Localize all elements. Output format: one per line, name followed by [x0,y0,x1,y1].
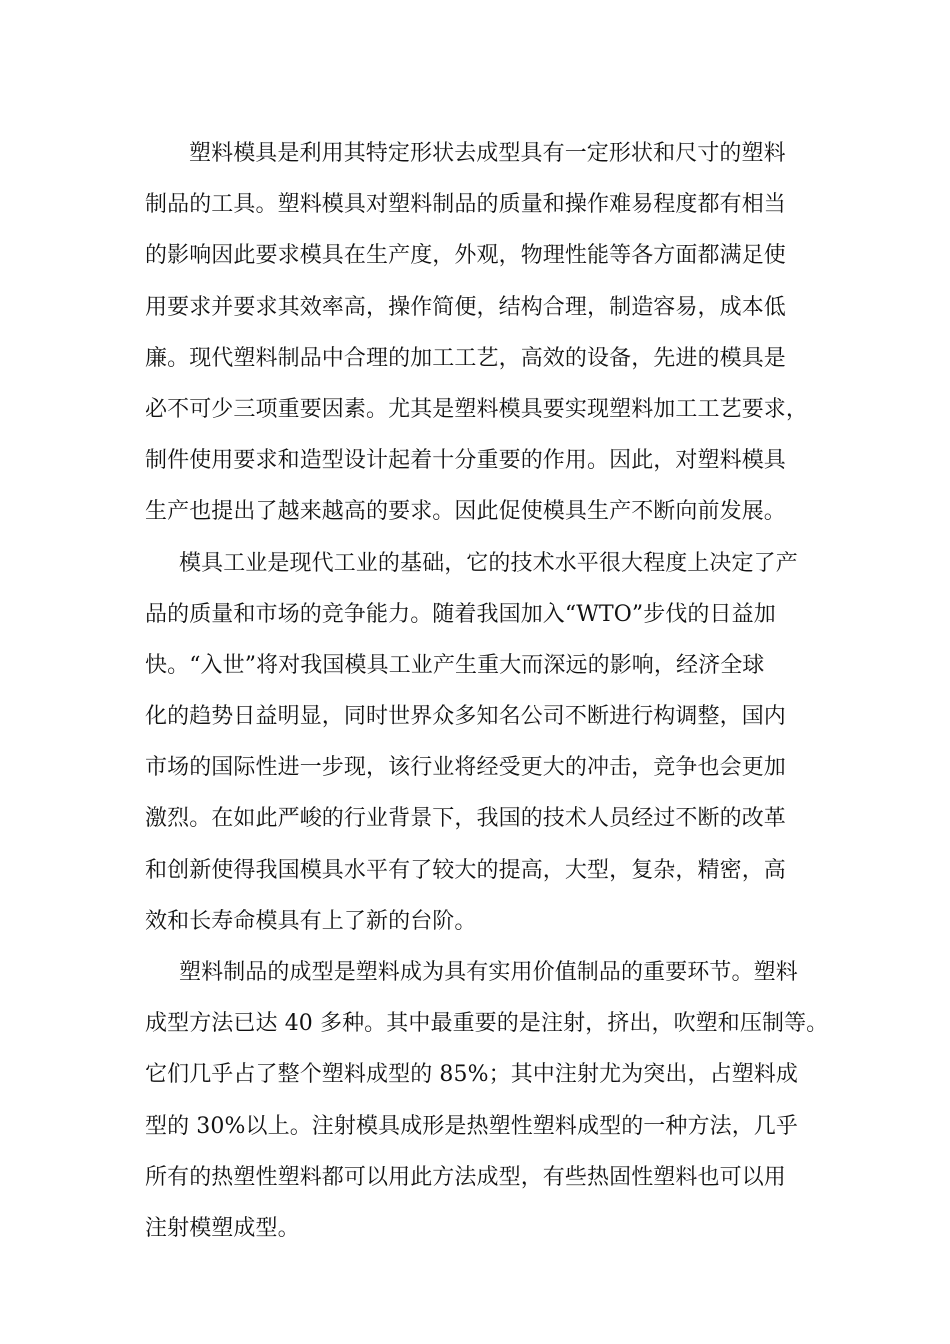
text-line: 必不可少三项重要因素。尤其是塑料模具要实现塑料加工工艺要求， [145,396,809,422]
text-line: 塑料制品的成型是塑料成为具有实用价值制品的重要环节。塑料 [179,960,798,985]
text-line: 所有的热塑性塑料都可以用此方法成型，有些热固性塑料也可以用 [145,1164,786,1190]
text-line: 的影响因此要求模具在生产度，外观，物理性能等各方面都满足使 [145,243,786,269]
body-text [145,128,829,1254]
text-line: 制品的工具。塑料模具对塑料制品的质量和操作难易程度都有相当 [145,192,786,218]
text-line: 注射模塑成型。 [145,1215,300,1241]
text-line: 模具工业是现代工业的基础，它的技术水平很大程度上决定了产 [179,550,798,576]
paragraph-3 [145,947,829,1254]
text-line: 和创新使得我国模具水平有了较大的提高，大型，复杂，精密，高 [145,857,786,883]
text-line: 成型方法已达 40 多种。其中最重要的是注射，挤出，吹塑和压制等。 [145,1011,829,1037]
text-line: 它们几乎占了整个塑料成型的 85%；其中注射尤为突出，占塑料成 [145,1062,798,1088]
paragraph-1 [145,128,825,538]
text-line: 化的趋势日益明显，同时世界众多知名公司不断进行构调整，国内 [145,704,786,730]
text-line: 市场的国际性进一步现，该行业将经受更大的冲击，竞争也会更加 [145,755,786,781]
text-line: 廉。现代塑料制品中合理的加工工艺，高效的设备，先进的模具是 [145,345,786,371]
text-line: 生产也提出了越来越高的要求。因此促使模具生产不断向前发展。 [145,499,786,525]
text-line: 激烈。在如此严峻的行业背景下，我国的技术人员经过不断的改革 [145,806,786,832]
paragraph-2 [145,538,825,948]
text-line: 快。“入世”将对我国模具工业产生重大而深远的影响，经济全球 [145,652,765,678]
text-line: 品的质量和市场的竞争能力。随着我国加入“WTO”步伐的日益加 [145,601,776,627]
text-line: 用要求并要求其效率高，操作简便，结构合理，制造容易，成本低 [145,294,786,320]
text-line: 制件使用要求和造型设计起着十分重要的作用。因此，对塑料模具 [145,448,786,474]
text-line: 效和长寿命模具有上了新的台阶。 [145,908,477,934]
text-line: 塑料模具是利用其特定形状去成型具有一定形状和尺寸的塑料 [189,141,786,166]
text-line: 型的 30%以上。注射模具成形是热塑性塑料成型的一种方法，几乎 [145,1113,798,1139]
